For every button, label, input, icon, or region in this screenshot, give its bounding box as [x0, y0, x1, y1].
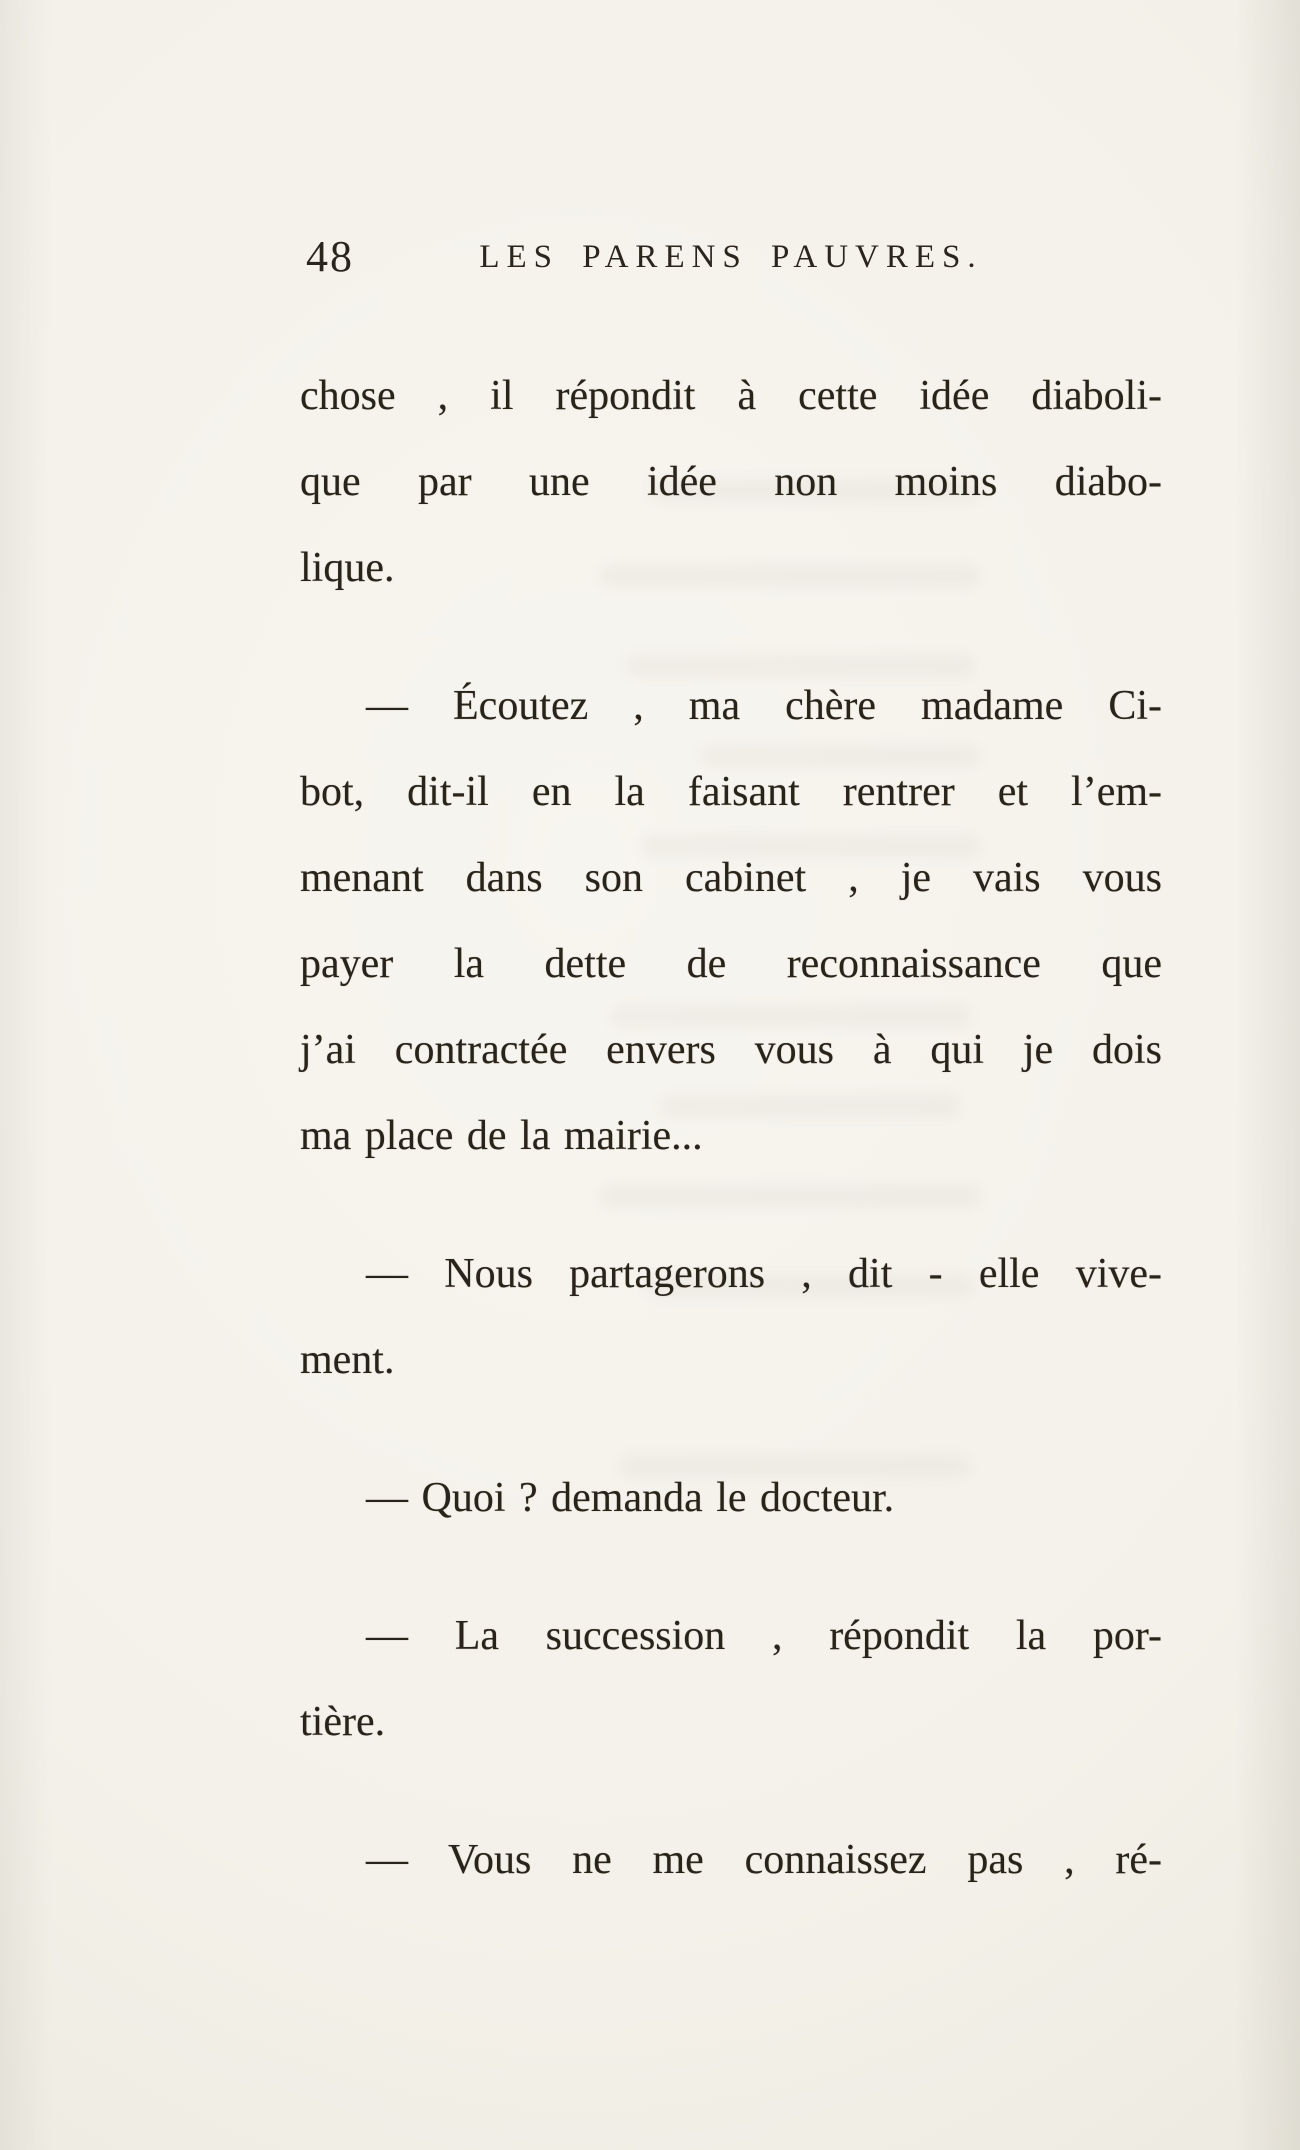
- text-line: bot, dit-il en la faisant rentrer et l’em-: [300, 769, 1162, 815]
- running-title: LES PARENS PAUVRES.: [479, 239, 983, 275]
- text-line: ma place de la mairie...: [300, 1113, 703, 1159]
- page-number: 48: [306, 232, 354, 281]
- paragraph: [300, 1593, 1162, 1765]
- paragraph: [300, 1817, 1162, 1903]
- paragraph: [300, 1455, 1162, 1541]
- text-line: payer la dette de reconnaissance que: [300, 941, 1162, 987]
- paragraph: [300, 663, 1162, 1179]
- text-line: — Quoi ? demanda le docteur.: [366, 1475, 895, 1521]
- text-line: ment.: [300, 1337, 395, 1383]
- text-line: chose , il répondit à cette idée diaboli-: [300, 373, 1162, 419]
- text-line: — Vous ne me connaissez pas , ré-: [366, 1837, 1162, 1883]
- text-line: — La succession , répondit la por-: [366, 1613, 1162, 1659]
- text-line: — Écoutez , ma chère madame Ci-: [366, 683, 1162, 729]
- text-line: tière.: [300, 1699, 386, 1745]
- paragraph: [300, 353, 1162, 611]
- text-line: j’ai contractée envers vous à qui je dois: [300, 1027, 1162, 1073]
- text-line: que par une idée non moins diabo-: [300, 459, 1162, 505]
- text-line: menant dans son cabinet , je vais vous: [300, 855, 1162, 901]
- text-line: — Nous partagerons , dit - elle vive-: [366, 1251, 1162, 1297]
- paragraph: [300, 1231, 1162, 1403]
- page-content: [300, 225, 1162, 1955]
- text-line: lique.: [300, 545, 395, 591]
- page-header: [300, 225, 1162, 287]
